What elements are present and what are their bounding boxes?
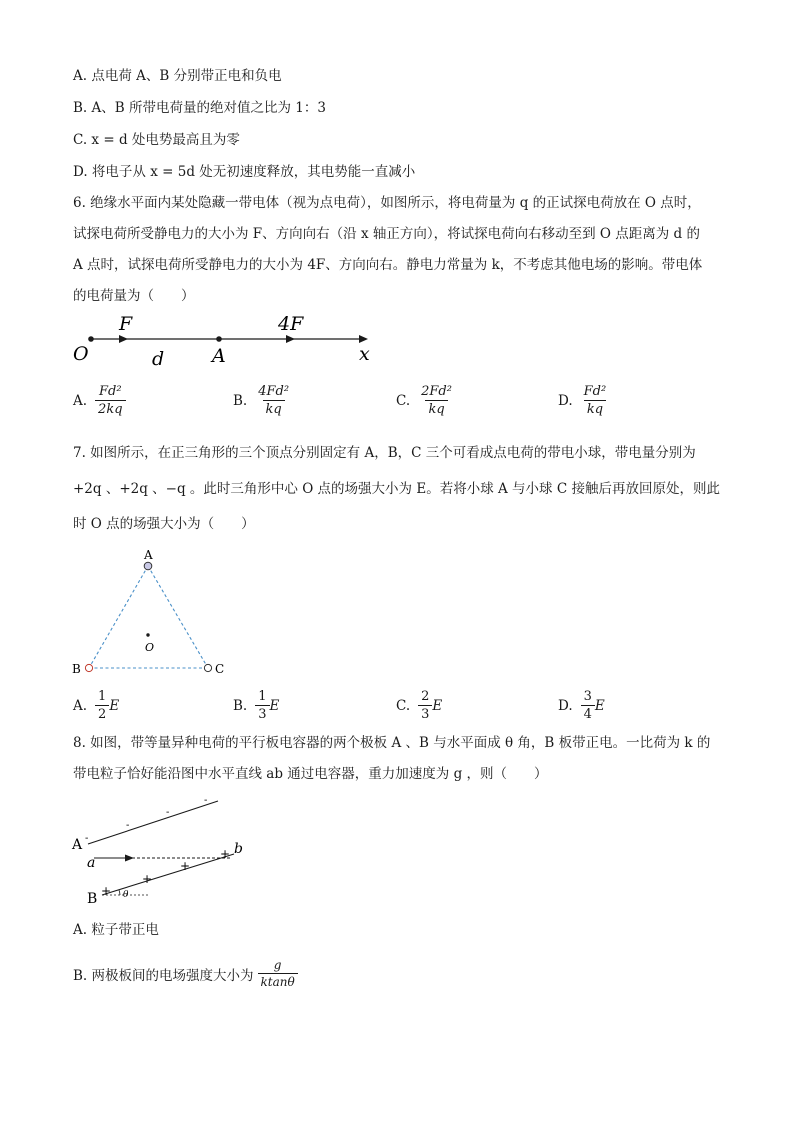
fraction: $\frac{3}{4}$ <box>581 689 595 722</box>
minus-sign: - <box>85 833 89 844</box>
q7-option-a: A. $\frac{1}{2}$ E <box>73 689 120 722</box>
label-x: x <box>359 343 370 365</box>
q6-option-a: A. $\frac{\text{Fd²}}{2kq}$ <box>73 384 126 417</box>
label-o: O <box>145 641 155 654</box>
fraction: $\frac{\text{Fd²}}{kq}$ <box>583 384 607 417</box>
force-4f-arrow <box>286 335 295 343</box>
point-a <box>216 336 222 342</box>
force-f-arrow <box>119 335 128 343</box>
q7-stem-line-2: +2q 、+2q 、−q 。此时三角形中心 O 点的场强大小为 E。若将小球 A 与小球 C 接触后再放回原处，则此 <box>73 481 720 497</box>
q8-option-b: B. 两极板间的电场强度大小为 $\frac{g}{ktan\theta}$ <box>73 958 298 989</box>
label-c: C <box>215 662 225 676</box>
label-f: F <box>119 313 133 335</box>
fraction: $\frac{1}{2}$ <box>95 689 109 722</box>
label-d: d <box>152 348 165 370</box>
q5-option-a: A. 点电荷 A、B 分别带正电和负电 <box>73 68 282 84</box>
fraction: $\frac{1}{3}$ <box>255 689 269 722</box>
q8-figure <box>70 794 260 906</box>
q8-option-a: A. 粒子带正电 <box>73 922 159 938</box>
q6-stem-line-1: 6. 绝缘水平面内某处隐藏一带电体（视为点电荷），如图所示，将电荷量为 q 的正试探电荷放在 O 点时， <box>73 195 701 211</box>
ball-c <box>204 664 211 671</box>
side-ac <box>148 566 208 668</box>
q6-option-d: D. $\frac{\text{Fd²}}{kq}$ <box>558 384 609 417</box>
x-axis-arrow <box>359 335 368 343</box>
plus-sign: + <box>220 847 231 861</box>
ball-a <box>144 562 152 570</box>
q6-figure <box>60 310 390 372</box>
side-ab <box>89 566 148 668</box>
minus-sign: - <box>204 795 208 806</box>
q6-stem-line-2: 试探电荷所受静电力的大小为 F、方向向右（沿 x 轴正方向），将试探电荷向右移动至到 O 点距离为 d 的 <box>73 226 700 242</box>
ball-b <box>85 664 92 671</box>
q7-option-b: B. $\frac{1}{3}$ E <box>233 689 280 722</box>
fraction: $\frac{g}{ktan\theta}$ <box>258 958 298 989</box>
label-a: A <box>212 345 226 367</box>
q5-option-d: D. 将电子从 x = 5d 处无初速度释放，其电势能一直减小 <box>73 164 416 180</box>
label-a: A <box>144 548 153 562</box>
plus-sign: + <box>101 884 112 898</box>
label-b-point: b <box>234 841 243 857</box>
fraction: $\frac{\text{4Fd²}}{kq}$ <box>258 384 290 417</box>
label-b-plate: B <box>87 891 98 907</box>
q7-figure <box>70 546 230 678</box>
plus-sign: + <box>142 872 153 886</box>
q6-option-c: C. $\frac{\text{2Fd²}}{kq}$ <box>396 384 455 417</box>
fraction: $\frac{\text{2Fd²}}{kq}$ <box>421 384 452 417</box>
plate-b <box>102 854 234 895</box>
q7-option-c: C. $\frac{2}{3}$ E <box>396 689 443 722</box>
label-4f: 4F <box>278 313 304 335</box>
plate-a <box>88 801 218 844</box>
q6-stem-line-3: A 点时，试探电荷所受静电力的大小为 4F、方向向右。静电力常量为 k，不考虑其他电场的影响。带电体 <box>73 257 703 273</box>
q6-stem-line-4: 的电荷量为（ ） <box>73 288 195 304</box>
center-o <box>146 633 149 636</box>
label-a-point: a <box>87 855 96 871</box>
q5-option-b: B. A、B 所带电荷量的绝对值之比为 1：3 <box>73 100 326 116</box>
q7-stem-line-3: 时 O 点的场强大小为（ ） <box>73 516 255 532</box>
plus-sign: + <box>180 859 191 873</box>
label-o: O <box>73 343 89 365</box>
minus-sign: - <box>126 820 130 831</box>
q7-option-d: D. $\frac{3}{4}$ E <box>558 689 605 722</box>
minus-sign: - <box>166 807 170 818</box>
label-theta: θ <box>123 890 129 900</box>
label-b: B <box>72 662 81 676</box>
fraction: $\frac{\text{Fd²}}{2kq}$ <box>95 384 125 417</box>
q8-stem-line-2: 带电粒子恰好能沿图中水平直线 ab 通过电容器，重力加速度为 g ，则（ ） <box>73 766 548 782</box>
label-a-plate: A <box>72 837 83 853</box>
path-arrow-head <box>125 855 134 862</box>
q6-option-b: B. $\frac{\text{4Fd²}}{kq}$ <box>233 384 292 417</box>
q7-stem-line-1: 7. 如图所示，在正三角形的三个顶点分别固定有 A，B，C 三个可看成点电荷的带电小球，带电量分别为 <box>73 445 696 461</box>
theta-arc <box>119 890 120 895</box>
q8-stem-line-1: 8. 如图，带等量异种电荷的平行板电容器的两个极板 A 、B 与水平面成 θ 角，B 板带正电。一比荷为 k 的 <box>73 735 711 751</box>
fraction: $\frac{2}{3}$ <box>418 689 432 722</box>
point-o <box>88 336 94 342</box>
q5-option-c: C. x = d 处电势最高且为零 <box>73 132 240 148</box>
